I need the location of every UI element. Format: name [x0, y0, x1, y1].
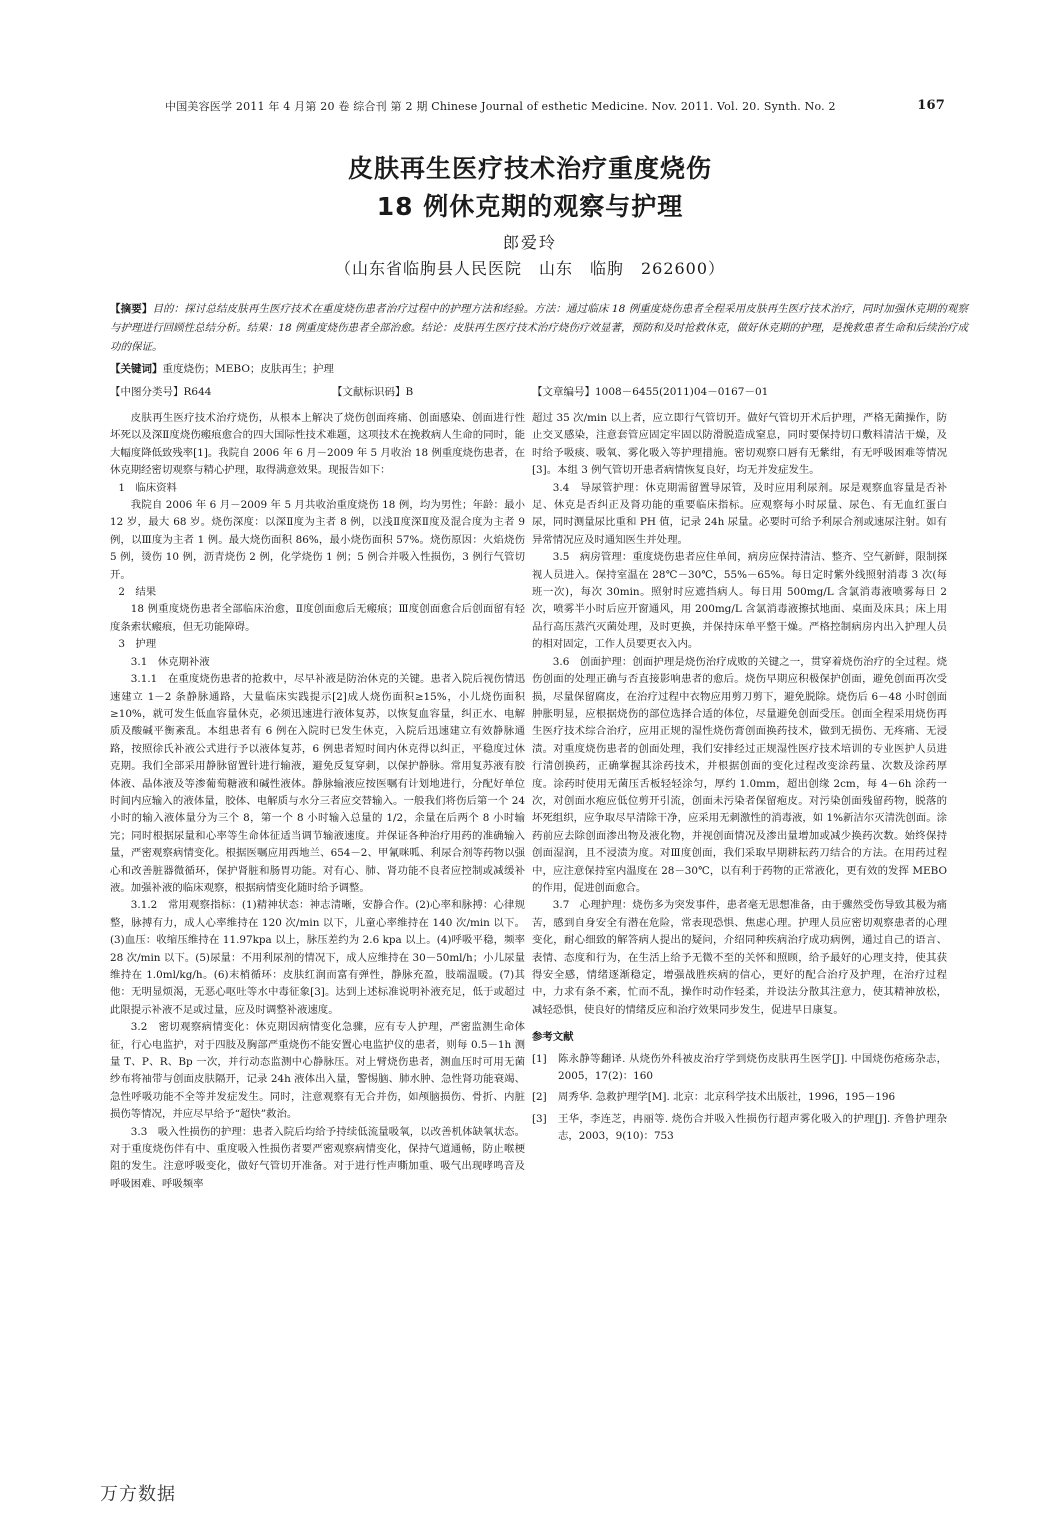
paragraph: 3.1.2 常用观察指标：(1)精神状态：神志清晰，安静合作。(2)心率和脉搏：心律规整，脉搏有力，成人心率维持在 120 次/min 以下，儿童心率维持在 140 次/min 以下。(3)血压：收缩压维持在 11.97kpa 以上，脉压差约为 2.6 kpa 以上。(4)呼吸平稳，频率 28 次/min 以下。(5)尿量：不用利尿剂的情况下，成人应维持在 30－50ml/h；小儿尿量维持在 1.0ml/kg/h。(6)末梢循环：皮肤红润而富有弹性，静脉充盈，肢端温暖。(7)其他：无明显烦渴，无恶心呕吐等水中毒征象[3]。达到上述标准说明补液充足，低于或超过此限提示补液不足或过量，应及时调整补液速度。	[110, 899, 525, 1016]
reference-item	[532, 1051, 947, 1086]
reference-text: 陈永静等翻译. 从烧伤外科被皮治疗学到烧伤皮肤再生医学[J]. 中国烧伤疮疡杂志，2005，17(2)：160	[558, 1052, 947, 1083]
running-head-text: 中国美容医学 2011 年 4 月第 20 卷 综合刊 第 2 期 Chinese Journal of esthetic Medicine. Nov. 2011. Vol. 20. Synth. No. 2	[165, 100, 836, 113]
keywords-label: 【关键词】	[110, 363, 163, 375]
body-column-right	[532, 410, 947, 1146]
watermark: 万方数据	[100, 1484, 176, 1505]
section-heading: 3 护理	[118, 638, 157, 651]
references-heading: 参考文献	[532, 1031, 574, 1044]
article-title-line-1: 皮肤再生医疗技术治疗重度烧伤	[347, 154, 712, 183]
article-number: 【文章编号】1008－6455(2011)04－0167－01	[532, 386, 769, 398]
paragraph: 3.5 病房管理：重度烧伤患者应住单间，病房应保持清洁、整齐、空气新鲜，限制探视人员进入。保持室温在 28℃－30℃，55%－65%。每日定时紫外线照射消毒 3 次(每班一次)，每次 30min。照射时应遮挡病人。每日用 500mg/L 含氯消毒液喷雾每日 2 次，喷雾半小时后应开窗通风，用 200mg/L 含氯消毒液擦拭地面、桌面及床具；床上用品行高压蒸汽灭菌处理，及时更换，并保持床单平整干燥。严格控制病房内出入护理人员的相对固定，工作人员要更衣入内。	[532, 551, 947, 651]
paragraph: 3.6 创面护理：创面护理是烧伤治疗成败的关键之一，贯穿着烧伤治疗的全过程。烧伤创面的处理正确与否直接影响患者的愈后。烧伤早期应积极保护创面，避免创面再次受损，尽量保留腐皮，在治疗过程中衣物应用剪刀剪下，避免脱除。烧伤后 6－48 小时创面肿胀明显，应根据烧伤的部位选择合适的体位，尽量避免创面受压。创面全程采用烧伤再生医疗技术综合治疗，应用正规的湿性烧伤膏创面换药技术，做到无损伤、无疼痛、无浸渍。对重度烧伤患者的创面处理，我们安排经过正规湿性医疗技术培训的专业医护人员进行清创换药，正确掌握其涂药技术，并根据创面的变化过程改变涂药量、次数及涂药厚度。涂药时使用无菌压舌板轻轻涂匀，厚约 1.0mm，超出创缘 2cm，每 4－6h 涂药一次，对创面水疱应低位剪开引流，创面未污染者保留疱皮。对污染创面残留药物，脱落的坏死组织，应争取尽早清除干净，应采用无刺激性的消毒液，如 1%新洁尔灭清洗创面。涂药前应去除创面渗出物及液化物，并视创面情况及渗出量增加或减少换药次数。始终保持创面湿润，且不浸渍为度。对Ⅲ度创面，我们采取早期耕耘药刀结合的方法。在用药过程中，应注意保持室内温度在 28－30℃，以有利于药物的正常液化，更有效的发挥 MEBO 的作用，促进创面愈合。	[532, 655, 947, 894]
reference-text: 周秀华. 急救护理学[M]. 北京：北京科学技术出版社，1996，195－196	[558, 1091, 896, 1104]
section-heading: 1 临床资料	[118, 481, 177, 494]
paragraph: 皮肤再生医疗技术治疗烧伤，从根本上解决了烧伤创面疼痛、创面感染、创面进行性坏死以及深Ⅱ度烧伤瘢痕愈合的四大国际性技术难题，这项技术在挽救病人生命的同时，能大幅度降低致残率[1]。我院自 2006 年 6 月－2009 年 5 月收治 18 例重度烧伤患者，在休克期经密切观察与精心护理，取得满意效果。现报告如下：	[110, 412, 525, 477]
classification-row	[110, 383, 968, 401]
page-number: 167	[917, 98, 945, 113]
reference-text: 王华，李连芝，冉丽等. 烧伤合并吸入性损伤行超声雾化吸入的护理[J]. 齐鲁护理杂志，2003，9(10)：753	[558, 1112, 947, 1143]
abstract	[110, 300, 968, 357]
reference-item	[532, 1089, 947, 1106]
reference-item	[532, 1111, 947, 1146]
subsection-heading: 3.1 休克期补液	[130, 655, 210, 668]
reference-number: [2]	[532, 1091, 547, 1104]
clc-number: 【中图分类号】R644	[110, 386, 212, 398]
running-head	[165, 98, 945, 118]
paragraph: 我院自 2006 年 6 月－2009 年 5 月共收治重度烧伤 18 例，均为男性；年龄：最小 12 岁，最大 68 岁。烧伤深度：以深Ⅱ度为主者 8 例，以浅Ⅱ度深Ⅱ度及混合度为主者 9 例，以Ⅲ度为主者 1 例。最大烧伤面积 86%，最小烧伤面积 57%。烧伤原因：火焰烧伤 5 例，烫伤 10 例，沥青烧伤 2 例，化学烧伤 1 例；5 例合并吸入性损伤，3 例行气管切开。	[110, 499, 525, 581]
reference-number: [1]	[532, 1052, 547, 1065]
paragraph: 3.2 密切观察病情变化：休克期因病情变化急骤，应有专人护理，严密监测生命体征，行心电监护，对于四肢及胸部严重烧伤不能安置心电监护仪的患者，则每 0.5－1h 测量 T、P、R、Bp 一次，并行动态监测中心静脉压。对上臂烧伤患者，测血压时可用无菌纱布将袖带与创面皮肤隔开，记录 24h 液体出入量，警惕脑、肺水肿、急性肾功能衰竭、急性呼吸功能不全等并发症发生。同时，注意观察有无合并伤，如颅脑损伤、骨折、内脏损伤等情况，并应尽早给予“超快”救治。	[110, 1021, 525, 1121]
document-code: 【文献标识码】B	[332, 386, 414, 398]
section-heading: 2 结果	[118, 586, 157, 599]
paragraph: 超过 35 次/min 以上者，应立即行气管切开。做好气管切开术后护理，严格无菌操作，防止交叉感染，注意套管应固定牢固以防滑脱造成窒息，同时要保持切口敷料清洁干燥，及时给予吸痰、吸氧、雾化吸入等护理措施。密切观察口唇有无紫绀，有无呼吸困难等情况[3]。本组 3 例气管切开患者病情恢复良好，均无并发症发生。	[532, 412, 947, 477]
body-column-left	[110, 410, 525, 1193]
paragraph: 3.3 吸入性损伤的护理：患者入院后均给予持续低流量吸氧，以改善机体缺氧状态。对于重度烧伤伴有中、重度吸入性损伤者要严密观察病情变化，保持气道通畅，防止喉梗阻的发生。注意呼吸变化，做好气管切开准备。对于进行性声嘶加重、吸气出现哮鸣音及呼吸困难、呼吸频率	[110, 1125, 525, 1190]
paragraph: 18 例重度烧伤患者全部临床治愈，Ⅱ度创面愈后无瘢痕；Ⅲ度创面愈合后创面留有轻度条索状瘢痕，但无功能障碍。	[110, 603, 525, 633]
keywords-text: 重度烧伤；MEBO；皮肤再生；护理	[162, 363, 334, 375]
title-block	[90, 150, 970, 282]
article-title-line-2: 18 例休克期的观察与护理	[376, 192, 684, 221]
paragraph: 3.4 导尿管护理：休克期需留置导尿管，及时应用利尿剂。尿是观察血容量是否补足、休克是否纠正及肾功能的重要临床指标。应观察每小时尿量、尿色、有无血红蛋白尿，同时测量尿比重和 PH 值，记录 24h 尿量。必要时可给予利尿合剂或速尿注射。如有异常情况应及时通知医生并处理。	[532, 481, 947, 546]
keywords	[110, 360, 968, 378]
abstract-text: 目的：探讨总结皮肤再生医疗技术在重度烧伤患者治疗过程中的护理方法和经验。方法：通过临床 18 例重度烧伤患者全程采用皮肤再生医疗技术治疗，同时加强休克期的观察与护理进行回顾性总结分析。结果：18 例重度烧伤患者全部治愈。结论：皮肤再生医疗技术治疗烧伤疗效显著，预防和及时抢救休克，做好休克期的护理，是挽救患者生命和后续治疗成功的保证。	[110, 303, 969, 353]
paragraph: 3.7 心理护理：烧伤多为突发事件，患者毫无思想准备，由于骤然受伤导致其极为痛苦，感到自身安全有潜在危险，常表现恐惧、焦虑心理。护理人员应密切观察患者的心理变化，耐心细致的解答病人提出的疑问，介绍同种疾病治疗成功病例，通过自己的语言、表情、态度和行为，在生活上给予无微不至的关怀和照顾，给予最好的心理支持，使其获得安全感，情绪逐渐稳定，增强战胜疾病的信心，更好的配合治疗及护理，在治疗过程中，力求有条不紊，忙而不乱，操作时动作轻柔，并设法分散其注意力，使其精神放松，减轻恐惧，使良好的情绪反应和治疗效果同步发生，促进早日康复。	[532, 899, 947, 1016]
abstract-label: 【摘要】	[110, 303, 153, 315]
author-affiliation: （山东省临朐县人民医院 山东 临朐 262600）	[334, 259, 726, 278]
reference-number: [3]	[532, 1112, 547, 1125]
author-name: 郎爱玲	[502, 233, 557, 252]
paragraph: 3.1.1 在重度烧伤患者的抢救中，尽早补液是防治休克的关键。患者入院后视伤情迅速建立 1－2 条静脉通路，大量临床实践提示[2]成人烧伤面积≥15%，小儿烧伤面积≥10%，就可发生低血容量休克，必须迅速进行液体复苏，以恢复血容量，纠正水、电解质及酸碱平衡紊乱。本组患者有 6 例在入院时已发生休克，入院后迅速建立有效静脉通路，按照徐氏补液公式进行予以液体复苏，6 例患者短时间内休克得以纠正，平稳度过休克期。我们全部采用静脉留置针进行输液，避免反复穿刺，以保护静脉。常用复苏液有胶体液、晶体液及等渗葡萄糖液和碱性液体。静脉输液应按医嘱有计划地进行，分配好单位时间内应输入的液体量，胶体、电解质与水分三者应交替输入。一般我们将伤后第一个 24 小时的输入液体量分为三个 8，第一个 8 小时输入总量的 1/2，余量在后两个 8 小时输完；同时根据尿量和心率等生命体征适当调节输液速度。并保证各种治疗用药的准确输入量，严密观察病情变化。根据医嘱应用西地兰、654－2、甲氰咪呱、利尿合剂等药物以强心和改善脏器微循环，保护肾脏和肠胃功能。对有心、肺、肾功能不良者应控制或减缓补液。加强补液的临床观察，根据病情变化随时给予调整。	[110, 673, 525, 894]
